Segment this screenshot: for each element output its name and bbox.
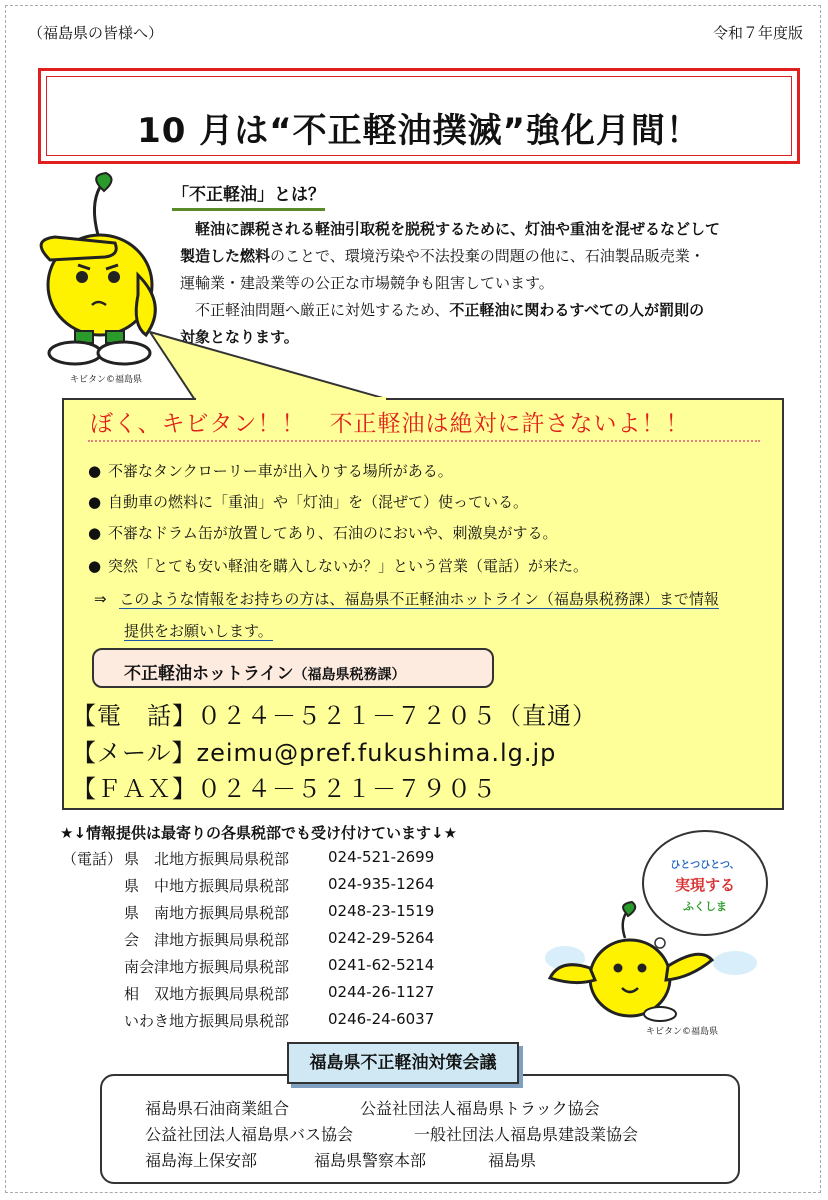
office-name: 県 中地方振興局県税部 <box>124 877 290 895</box>
member-name: 一般社団法人福島県建設業協会 <box>414 1125 639 1144</box>
office-name: 会 津地方振興局県税部 <box>124 931 290 949</box>
offices-heading: ★↓情報提供は最寄りの各県税部でも受け付けています↓★ <box>60 824 458 842</box>
bubble-join <box>140 395 400 403</box>
request-line-2: 提供をお願いします。 <box>124 622 273 640</box>
list-item: ● 不審なドラム缶が放置してあり、石油のにおいや、刺激臭がする。 <box>88 524 558 542</box>
shout-underline <box>88 440 760 442</box>
request-line-1: ⇒ このような情報をお持ちの方は、福島県不正軽油ホットライン（福島県税務課）まで情報 <box>94 590 719 608</box>
office-phone: 0248-23-1519 <box>328 902 435 920</box>
office-name: いわき地方振興局県税部 <box>124 1012 290 1030</box>
office-phone: 0244-26-1127 <box>328 983 435 1001</box>
bullet-icon: ● <box>88 462 102 480</box>
phone-contact: 【電 話】０２４－５２１－７２０５（直通） <box>72 702 597 730</box>
definition-bold-2: 製造した燃料 <box>180 247 271 265</box>
edition-label: 令和７年度版 <box>712 24 803 42</box>
bullet-icon: ● <box>88 557 102 575</box>
bullet-icon: ● <box>88 493 102 511</box>
office-phone: 024-935-1264 <box>328 875 435 893</box>
list-item: ● 自動車の燃料に「重油」や「灯油」を（混ぜて）使っている。 <box>88 493 529 511</box>
member-name: 公益社団法人福島県トラック協会 <box>360 1099 600 1118</box>
office-phone: 0246-24-6037 <box>328 1010 435 1028</box>
speech-bubble-tail <box>140 330 400 402</box>
mascot-shout: ぼく、キビタン！！ 不正軽油は絶対に許さないよ！！ <box>90 411 690 437</box>
slogan-line-3: ふくしま <box>683 900 727 913</box>
bullet-icon: ● <box>88 524 102 542</box>
definition-text-2: のことで、環境汚染や不法投棄の問題の他に、石油製品販売業・ <box>270 247 705 265</box>
office-name: 県 南地方振興局県税部 <box>124 904 290 922</box>
member-name: 福島県石油商業組合 <box>145 1099 290 1118</box>
mascot-credit: キビタン©福島県 <box>70 375 143 385</box>
penalty-text: 不正軽油問題へ厳正に対処するため、 <box>195 301 450 319</box>
arrow-icon: ⇒ <box>94 590 107 608</box>
fax-contact: 【ＦＡＸ】０２４－５２１－７９０５ <box>72 775 497 803</box>
member-name: 福島海上保安部 <box>145 1151 258 1170</box>
slogan-line-2: 実現する <box>674 876 736 894</box>
office-phone: 0241-62-5214 <box>328 956 435 974</box>
hotline-label-box <box>92 648 494 688</box>
definition-bold-1: 軽油に課税される軽油引取税を脱税するために、灯油や重油を混ぜるなどして <box>195 220 721 238</box>
member-name: 公益社団法人福島県バス協会 <box>145 1125 354 1144</box>
list-item: ● 不審なタンクローリー車が出入りする場所がある。 <box>88 462 453 480</box>
member-name: 福島県警察本部 <box>314 1151 427 1170</box>
page-title: 10 月は“不正軽油撲滅”強化月間！ <box>137 111 701 151</box>
audience-label: （福島県の皆様へ） <box>28 24 164 42</box>
definition-text-3: 運輸業・建設業等の公正な市場競争も阻害しています。 <box>180 274 554 292</box>
hotline-title: 不正軽油ホットライン（福島県税務課） <box>124 664 406 684</box>
slogan-line-1: ひとつひとつ、 <box>670 860 740 871</box>
office-phone: 024-521-2699 <box>328 848 435 866</box>
member-name: 福島県 <box>488 1151 537 1170</box>
mascot-credit-2: キビタン©福島県 <box>646 1027 719 1037</box>
section-heading: 「不正軽油」とは？ <box>172 180 325 211</box>
penalty-bold-2: 対象となります。 <box>180 328 299 346</box>
title-box <box>38 68 800 164</box>
council-title: 福島県不正軽油対策会議 <box>287 1042 519 1084</box>
email-contact[interactable]: 【メール】zeimu@pref.fukushima.lg.jp <box>72 739 557 767</box>
office-name: 相 双地方振興局県税部 <box>124 985 290 1003</box>
office-phone: 0242-29-5264 <box>328 929 435 947</box>
office-name: 南会津地方振興局県税部 <box>124 958 290 976</box>
phone-label: （電話） <box>62 850 123 868</box>
office-name: 県 北地方振興局県税部 <box>124 850 290 868</box>
list-item: ● 突然「とても安い軽油を購入しないか？」という営業（電話）が来た。 <box>88 557 589 575</box>
penalty-bold-1: 不正軽油に関わるすべての人が罰則の <box>449 301 705 319</box>
flying-kibitan-illustration <box>540 828 790 1028</box>
